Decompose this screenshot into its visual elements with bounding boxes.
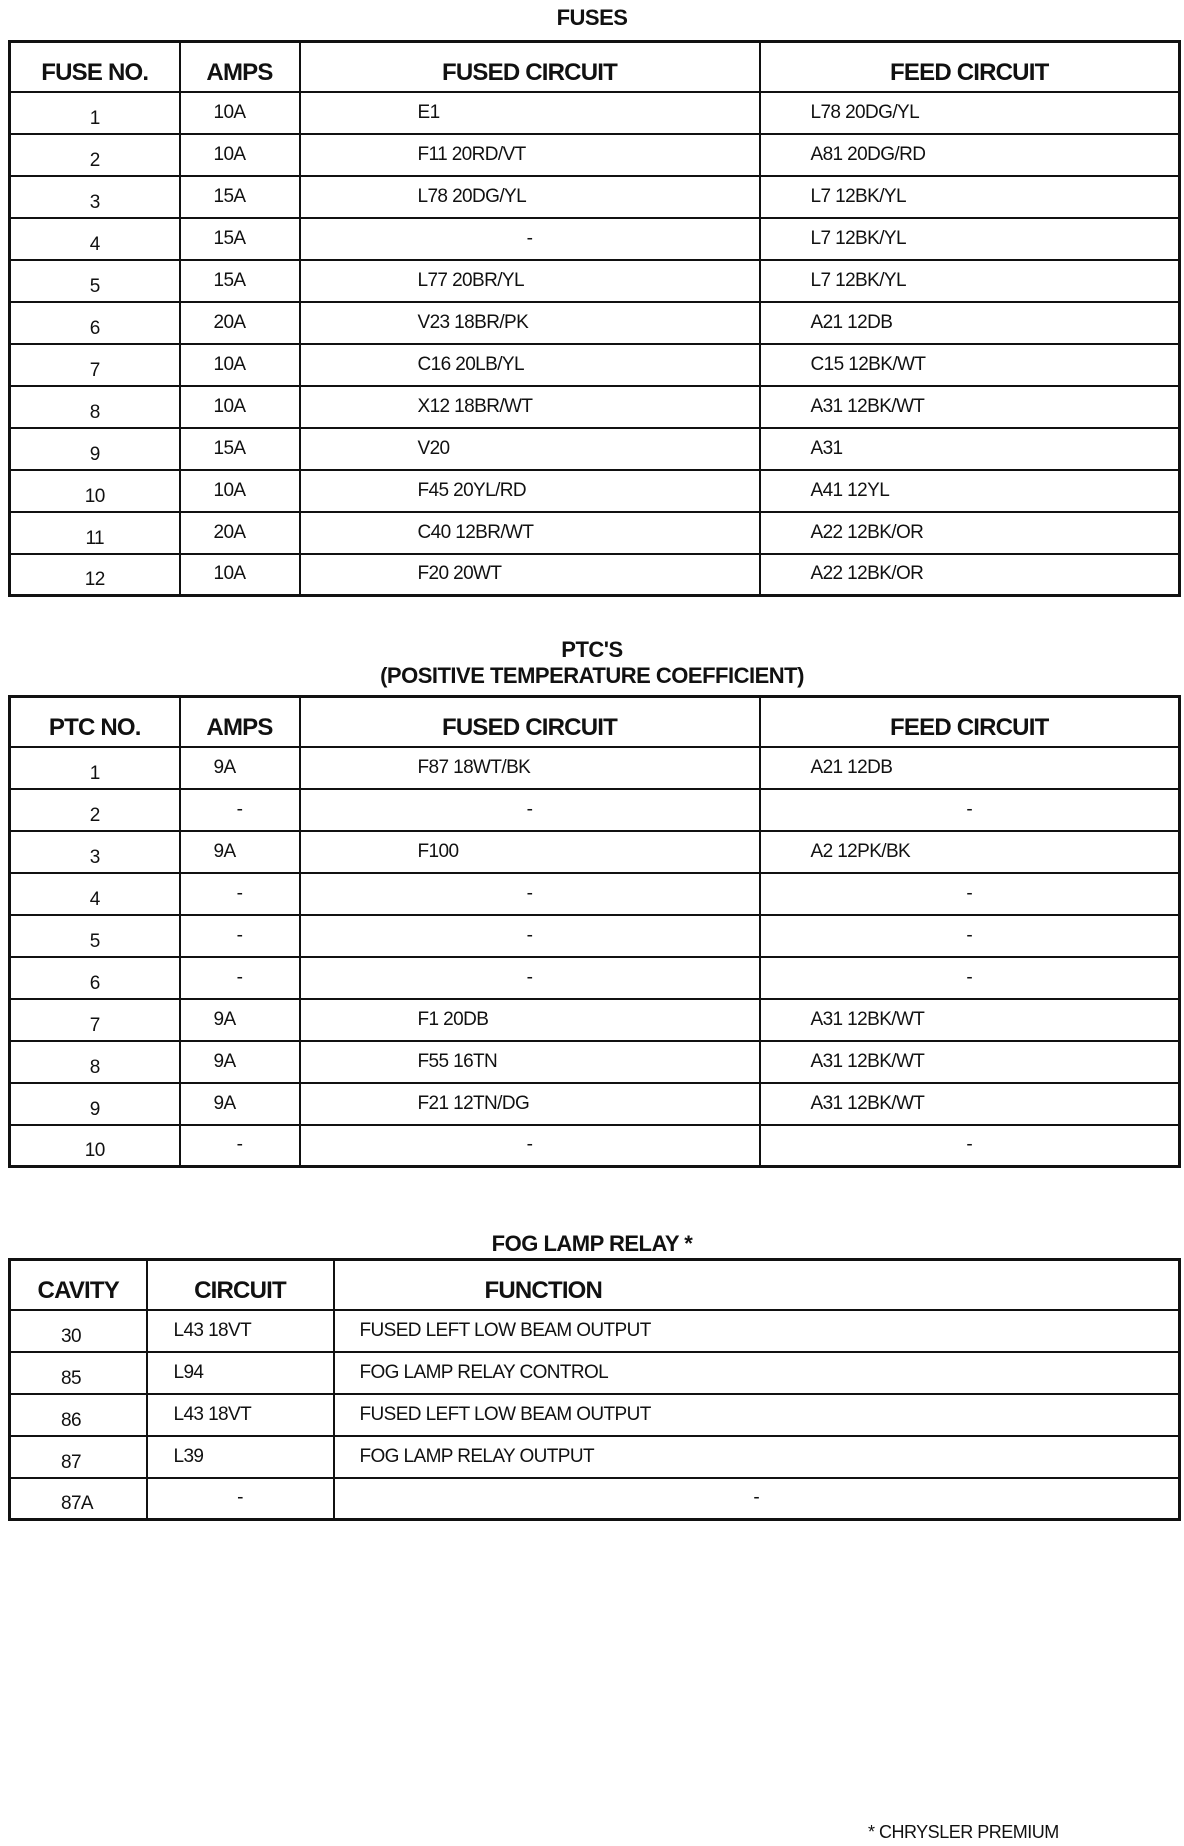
cell-fused-circuit: F11 20RD/VT [300, 134, 760, 176]
table-row [10, 1041, 1180, 1083]
table-row [10, 1083, 1180, 1125]
cell-amps: 9A [180, 747, 300, 789]
cell-fused-circuit: F55 16TN [300, 1041, 760, 1083]
cell-fused-circuit: V20 [300, 428, 760, 470]
cell-fused-circuit: - [300, 218, 760, 260]
cell-number: 9 [10, 1083, 180, 1125]
cell-number: 3 [10, 176, 180, 218]
table-row [10, 260, 1180, 302]
cell-fused-circuit: F100 [300, 831, 760, 873]
cell-fused-circuit: E1 [300, 92, 760, 134]
cell-amps: 9A [180, 1083, 300, 1125]
cell-feed-circuit: A41 12YL [760, 470, 1180, 512]
cell-number: 10 [10, 470, 180, 512]
cell-feed-circuit: L78 20DG/YL [760, 92, 1180, 134]
cell-number: 8 [10, 1041, 180, 1083]
header-function: FUNCTION [334, 1260, 1180, 1310]
cell-amps: 10A [180, 134, 300, 176]
cell-circuit: L39 [147, 1436, 334, 1478]
cell-fused-circuit: C16 20LB/YL [300, 344, 760, 386]
cell-fused-circuit: F87 18WT/BK [300, 747, 760, 789]
cell-fused-circuit: L78 20DG/YL [300, 176, 760, 218]
cell-cavity: 86 [10, 1394, 147, 1436]
cell-fused-circuit: - [300, 789, 760, 831]
cell-amps: 20A [180, 302, 300, 344]
cell-number: 7 [10, 999, 180, 1041]
table-row [10, 554, 1180, 596]
cell-feed-circuit: A81 20DG/RD [760, 134, 1180, 176]
cell-amps: 10A [180, 554, 300, 596]
ptcs-title: PTC'S [561, 637, 623, 662]
cell-feed-circuit: A2 12PK/BK [760, 831, 1180, 873]
cell-circuit: L43 18VT [147, 1394, 334, 1436]
cell-fused-circuit: - [300, 873, 760, 915]
header-fuse-no: FUSE NO. [10, 42, 180, 92]
table-row [10, 428, 1180, 470]
cell-cavity: 85 [10, 1352, 147, 1394]
cell-circuit: L43 18VT [147, 1310, 334, 1352]
cell-amps: - [180, 873, 300, 915]
cell-feed-circuit: A22 12BK/OR [760, 512, 1180, 554]
cell-amps: - [180, 1125, 300, 1167]
cell-fused-circuit: - [300, 1125, 760, 1167]
header-amps: AMPS [180, 697, 300, 747]
cell-number: 5 [10, 915, 180, 957]
table-row [10, 999, 1180, 1041]
cell-number: 2 [10, 134, 180, 176]
cell-feed-circuit: A21 12DB [760, 302, 1180, 344]
cell-amps: 10A [180, 470, 300, 512]
cell-amps: - [180, 957, 300, 999]
cell-feed-circuit: A31 12BK/WT [760, 386, 1180, 428]
cell-feed-circuit: A31 12BK/WT [760, 1041, 1180, 1083]
fog-relay-title: FOG LAMP RELAY * [491, 1231, 693, 1256]
table-row [10, 1478, 1180, 1520]
table-row [10, 957, 1180, 999]
cell-fused-circuit: X12 18BR/WT [300, 386, 760, 428]
cell-number: 4 [10, 218, 180, 260]
cell-number: 1 [10, 92, 180, 134]
cell-number: 2 [10, 789, 180, 831]
cell-fused-circuit: V23 18BR/PK [300, 302, 760, 344]
header-fused-circuit: FUSED CIRCUIT [300, 42, 760, 92]
table-row [10, 873, 1180, 915]
cell-feed-circuit: - [760, 1125, 1180, 1167]
cell-number: 1 [10, 747, 180, 789]
cell-fused-circuit: - [300, 915, 760, 957]
cell-fused-circuit: F20 20WT [300, 554, 760, 596]
cell-number: 5 [10, 260, 180, 302]
table-row [10, 1436, 1180, 1478]
table-row [10, 218, 1180, 260]
cell-fused-circuit: F45 20YL/RD [300, 470, 760, 512]
cell-fused-circuit: L77 20BR/YL [300, 260, 760, 302]
header-circuit: CIRCUIT [147, 1260, 334, 1310]
cell-amps: 10A [180, 344, 300, 386]
cell-number: 8 [10, 386, 180, 428]
cell-cavity: 87A [10, 1478, 147, 1520]
cell-function: FOG LAMP RELAY OUTPUT [334, 1436, 1180, 1478]
table-row [10, 134, 1180, 176]
cell-amps: 10A [180, 386, 300, 428]
cell-circuit: - [147, 1478, 334, 1520]
cell-feed-circuit: - [760, 915, 1180, 957]
table-row [10, 1394, 1180, 1436]
cell-amps: - [180, 915, 300, 957]
cell-fused-circuit: F1 20DB [300, 999, 760, 1041]
cell-feed-circuit: L7 12BK/YL [760, 218, 1180, 260]
cell-amps: - [180, 789, 300, 831]
table-row [10, 1310, 1180, 1352]
header-ptc-no: PTC NO. [10, 697, 180, 747]
table-row [10, 512, 1180, 554]
cell-number: 7 [10, 344, 180, 386]
cell-function: FOG LAMP RELAY CONTROL [334, 1352, 1180, 1394]
table-row [10, 747, 1180, 789]
ptcs-subtitle: (POSITIVE TEMPERATURE COEFFICIENT) [380, 663, 804, 688]
cell-feed-circuit: - [760, 789, 1180, 831]
table-row [10, 1125, 1180, 1167]
header-amps: AMPS [180, 42, 300, 92]
cell-number: 6 [10, 302, 180, 344]
cell-feed-circuit: - [760, 873, 1180, 915]
header-feed-circuit: FEED CIRCUIT [760, 42, 1180, 92]
table-row [10, 92, 1180, 134]
cell-amps: 15A [180, 260, 300, 302]
cell-number: 12 [10, 554, 180, 596]
cell-cavity: 30 [10, 1310, 147, 1352]
cell-amps: 9A [180, 1041, 300, 1083]
cell-amps: 15A [180, 428, 300, 470]
header-fused-circuit: FUSED CIRCUIT [300, 697, 760, 747]
table-row [10, 831, 1180, 873]
cell-number: 6 [10, 957, 180, 999]
header-feed-circuit: FEED CIRCUIT [760, 697, 1180, 747]
cell-feed-circuit: A31 [760, 428, 1180, 470]
cell-number: 3 [10, 831, 180, 873]
cell-feed-circuit: A31 12BK/WT [760, 999, 1180, 1041]
footnote: * CHRYSLER PREMIUM [868, 1822, 1059, 1842]
fog-relay-table [8, 1258, 1181, 1521]
cell-amps: 15A [180, 218, 300, 260]
cell-amps: 9A [180, 999, 300, 1041]
cell-circuit: L94 [147, 1352, 334, 1394]
table-row [10, 470, 1180, 512]
header-cavity: CAVITY [10, 1260, 147, 1310]
cell-function: FUSED LEFT LOW BEAM OUTPUT [334, 1394, 1180, 1436]
ptcs-table [8, 695, 1181, 1168]
cell-amps: 20A [180, 512, 300, 554]
cell-fused-circuit: - [300, 957, 760, 999]
cell-feed-circuit: A31 12BK/WT [760, 1083, 1180, 1125]
table-row [10, 1352, 1180, 1394]
table-row [10, 915, 1180, 957]
cell-number: 11 [10, 512, 180, 554]
fuses-title: FUSES [556, 5, 628, 30]
cell-feed-circuit: A21 12DB [760, 747, 1180, 789]
cell-feed-circuit: L7 12BK/YL [760, 176, 1180, 218]
cell-feed-circuit: A22 12BK/OR [760, 554, 1180, 596]
cell-feed-circuit: C15 12BK/WT [760, 344, 1180, 386]
cell-function: FUSED LEFT LOW BEAM OUTPUT [334, 1310, 1180, 1352]
cell-feed-circuit: L7 12BK/YL [760, 260, 1180, 302]
cell-feed-circuit: - [760, 957, 1180, 999]
cell-amps: 9A [180, 831, 300, 873]
cell-number: 4 [10, 873, 180, 915]
cell-amps: 15A [180, 176, 300, 218]
cell-fused-circuit: C40 12BR/WT [300, 512, 760, 554]
table-row [10, 176, 1180, 218]
cell-amps: 10A [180, 92, 300, 134]
table-row [10, 789, 1180, 831]
cell-function: - [334, 1478, 1180, 1520]
table-row [10, 344, 1180, 386]
fuses-table [8, 40, 1181, 597]
table-row [10, 302, 1180, 344]
cell-number: 10 [10, 1125, 180, 1167]
cell-number: 9 [10, 428, 180, 470]
cell-fused-circuit: F21 12TN/DG [300, 1083, 760, 1125]
cell-cavity: 87 [10, 1436, 147, 1478]
table-row [10, 386, 1180, 428]
